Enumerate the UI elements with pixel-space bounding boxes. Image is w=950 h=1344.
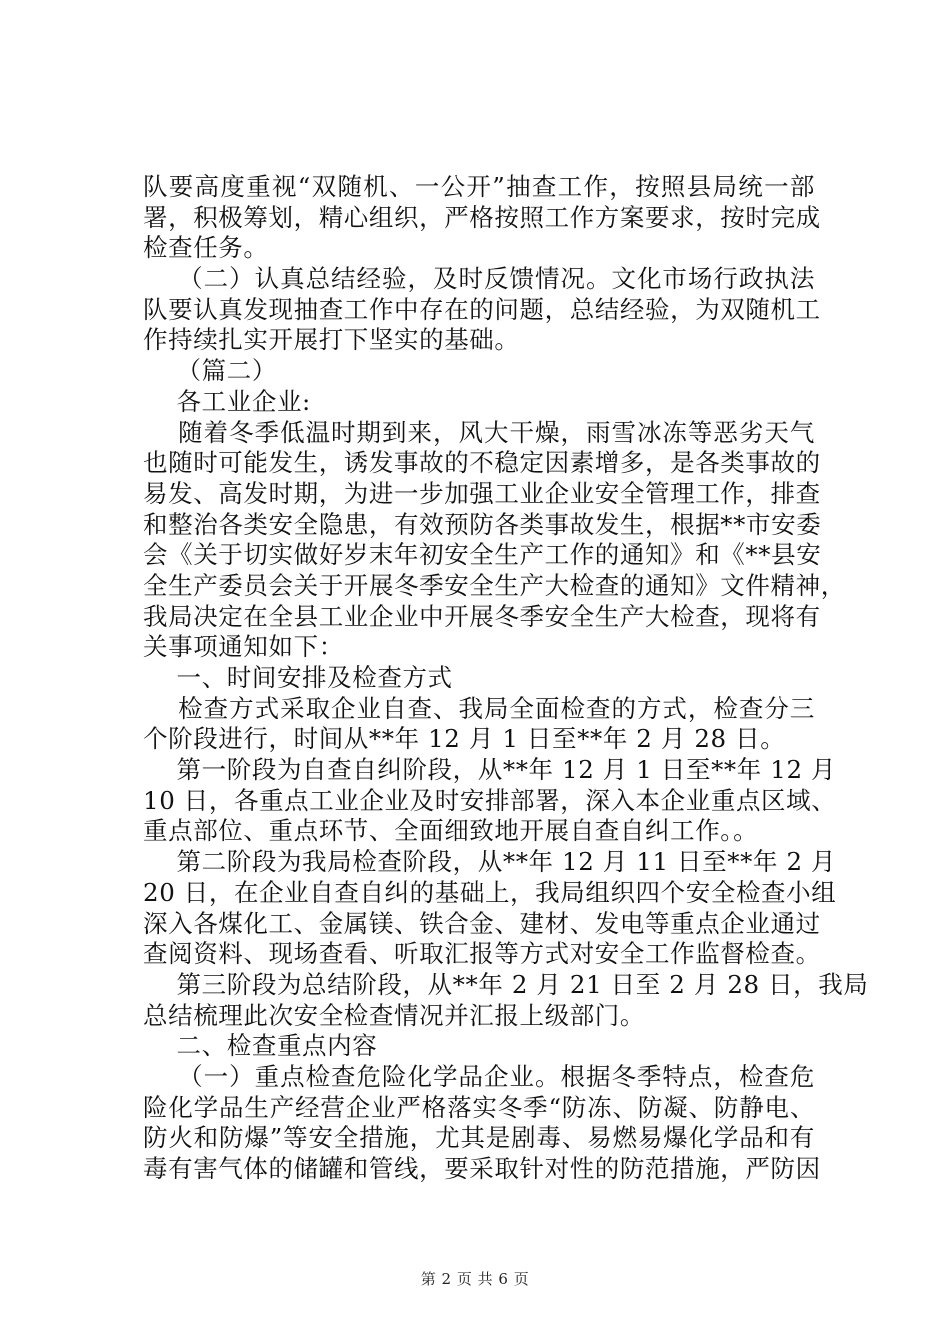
- text-line: 全生产委员会关于开展冬季安全生产大检查的通知》文件精神，: [143, 570, 846, 600]
- text-line: 深入各煤化工、金属镁、铁合金、建材、发电等重点企业通过: [143, 908, 821, 938]
- text-line: 也随时可能发生，诱发事故的不稳定因素增多，是各类事故的: [143, 448, 821, 478]
- text-line: 我局决定在全县工业企业中开展冬季安全生产大检查，现将有: [143, 601, 821, 631]
- text-line: 个阶段进行，时间从**年 12 月 1 日至**年 2 月 28 日。: [143, 724, 786, 754]
- text-line: 作持续扎实开展打下坚实的基础。: [143, 325, 520, 355]
- page-number-footer: 第 2 页 共 6 页: [420, 1270, 530, 1288]
- document-body: [143, 172, 869, 1185]
- text-line: 查阅资料、现场查看、听取汇报等方式对安全工作监督检查。: [143, 939, 821, 969]
- text-line: 检查任务。: [143, 233, 269, 263]
- text-line: 第一阶段为自查自纠阶段，从**年 12 月 1 日至**年 12 月: [143, 755, 837, 785]
- text-line: 会《关于切实做好岁末年初安全生产工作的通知》和《**县安: [143, 540, 822, 570]
- section-heading: 一、时间安排及检查方式: [143, 663, 453, 692]
- text-line: 检查方式采取企业自查、我局全面检查的方式，检查分三: [143, 693, 815, 723]
- text-line: 10 日，各重点工业企业及时安排部署，深入本企业重点区域、: [143, 785, 837, 815]
- text-line: 易发、高发时期，为进一步加强工业企业安全管理工作，排查: [143, 478, 821, 508]
- text-line: 各工业企业:: [143, 386, 311, 416]
- text-line: 总结梳理此次安全检查情况并汇报上级部门。: [143, 1000, 645, 1030]
- text-line: 毒有害气体的储罐和管线，要采取针对性的防范措施，严防因: [143, 1154, 821, 1183]
- text-line: 和整治各类安全隐患，有效预防各类事故发生，根据**市安委: [143, 509, 822, 539]
- text-line: （二）认真总结经验，及时反馈情况。文化市场行政执法: [143, 264, 815, 294]
- text-line: 险化学品生产经营企业严格落实冬季“防冻、防凝、防静电、: [143, 1092, 815, 1122]
- text-line: （篇二）: [143, 356, 277, 386]
- section-heading: 二、检查重点内容: [143, 1031, 378, 1061]
- text-line: 重点部位、重点环节、全面细致地开展自查自纠工作。。: [143, 816, 759, 846]
- text-line: 关事项通知如下：: [143, 632, 344, 662]
- text-line: 第三阶段为总结阶段，从**年 2 月 21 日至 2 月 28 日，我局: [143, 969, 869, 999]
- text-line: （一）重点检查危险化学品企业。根据冬季特点，检查危: [143, 1061, 815, 1091]
- text-line: 第二阶段为我局检查阶段，从**年 12 月 11 日至**年 2 月: [143, 847, 837, 877]
- text-line: 队要认真发现抽查工作中存在的问题，总结经验，为双随机工: [143, 294, 821, 324]
- text-line: 署，积极筹划，精心组织，严格按照工作方案要求，按时完成: [143, 202, 821, 232]
- text-line: 随着冬季低温时期到来，风大干燥，雨雪冰冻等恶劣天气: [143, 417, 815, 447]
- text-line: 防火和防爆”等安全措施，尤其是剧毒、易燃易爆化学品和有: [143, 1123, 815, 1153]
- text-line: 20 日，在企业自查自纠的基础上，我局组织四个安全检查小组: [143, 877, 837, 907]
- text-line: 队要高度重视“双随机、一公开”抽查工作，按照县局统一部: [143, 172, 815, 201]
